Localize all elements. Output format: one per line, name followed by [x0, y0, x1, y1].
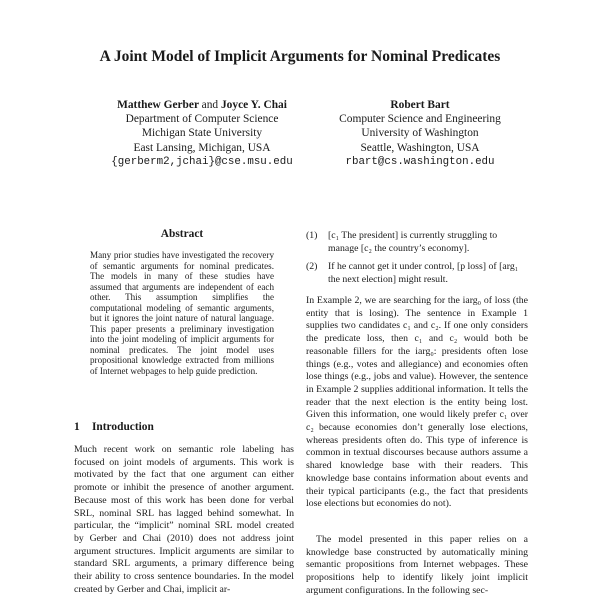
author-name-gerber: Matthew Gerber — [117, 99, 199, 111]
abstract-text: Many prior studies have investigated the recovery of semantic arguments for nominal predicates. The models in many of these studies have assumed that arguments are independent of each other. This assumption simplifies the computational modeling of semantic arguments, but it ignores the joint nature of natural language. This paper presents a preliminary investigation into the joint modeling of implicit arguments for nominal predicates. The joint model uses propositional knowledge extracted from millions of Internet webpages to help guide prediction. — [90, 250, 274, 376]
author-name-chai: Joyce Y. Chai — [220, 99, 287, 111]
example-text: [c₁ The president] is currently struggling to manage [c₂ the country’s economy]. — [328, 230, 498, 254]
section-heading-introduction — [74, 421, 154, 433]
paper-title: A Joint Model of Implicit Arguments for Nominal Predicates — [99, 48, 501, 65]
abstract-heading: Abstract — [160, 228, 204, 240]
author-univ: Michigan State University — [141, 127, 263, 140]
author-location: Seattle, Washington, USA — [360, 141, 480, 154]
right-column-paragraph-2: The model presented in this paper relies on a knowledge base constructed by automatically mining semantic propositions from Internet webpages. These propositions help to identify likely joint implicit argument configurations. In the following sec- — [306, 534, 528, 596]
author-and: and — [201, 99, 219, 111]
author-univ: University of Washington — [361, 127, 479, 140]
right-column-paragraph: In Example 2, we are searching for the iarg₀ of loss (the entity that is losing). The sentence in Example 1 supplies two candidates c₁ and c₂. If one only considers the predicate loss, then c₁ and c₂ would both be reasonable fillers for the iarg₀: presidents often lose things (e.g., votes and allegiance) and economies often lose things (e.g., jobs and value). However, the sentence in Example 2 supplies additional information. It tells the reader that the next election is the entity being lost. Given this information, one would likely prefer c₁ over c₂ because economies don’t generally lose elections, whereas presidents often do. This type of inference is common in textual discourses because authors assume a shared knowledge base with their readers. This knowledge base contains information about events and their typical participants (e.g., the fact that presidents lose elections but economies do not). — [306, 295, 528, 510]
author-email: {gerberm2,jchai}@cse.msu.edu — [111, 155, 293, 168]
example-item — [306, 261, 528, 286]
example-number: (1) — [306, 230, 318, 241]
author-block-uw — [300, 98, 540, 169]
author-dept: Department of Computer Science — [125, 113, 279, 126]
example-text: If he cannot get it under control, [p loss] of [arg₁ the next election] might result. — [328, 261, 519, 286]
author-names — [82, 98, 322, 112]
author-block-msu — [82, 98, 322, 169]
example-item — [306, 230, 528, 255]
author-dept: Computer Science and Engineering — [339, 113, 501, 126]
introduction-paragraph: Much recent work on semantic role labeling has focused on joint models of arguments. This work is motivated by the fact that one argument can either promote or inhibit the presence of another argument. Because most of this work has been done for verbal SRL, nominal SRL has lagged behind somewhat. In particular, the “implicit” nominal SRL model created by Gerber and Chai (2010) does not address joint argument structures. Implicit arguments are similar to standard SRL arguments, a primary difference being their ability to cross sentence boundaries. In the model created by Gerber and Chai, implicit ar- — [74, 444, 294, 595]
author-name-bart: Robert Bart — [390, 99, 450, 111]
example-number: (2) — [306, 261, 318, 273]
section-number: 1 — [74, 421, 80, 433]
author-location: East Lansing, Michigan, USA — [133, 141, 271, 154]
example-list — [306, 230, 528, 293]
section-title: Introduction — [92, 421, 154, 433]
author-email: rbart@cs.washington.edu — [345, 155, 495, 168]
